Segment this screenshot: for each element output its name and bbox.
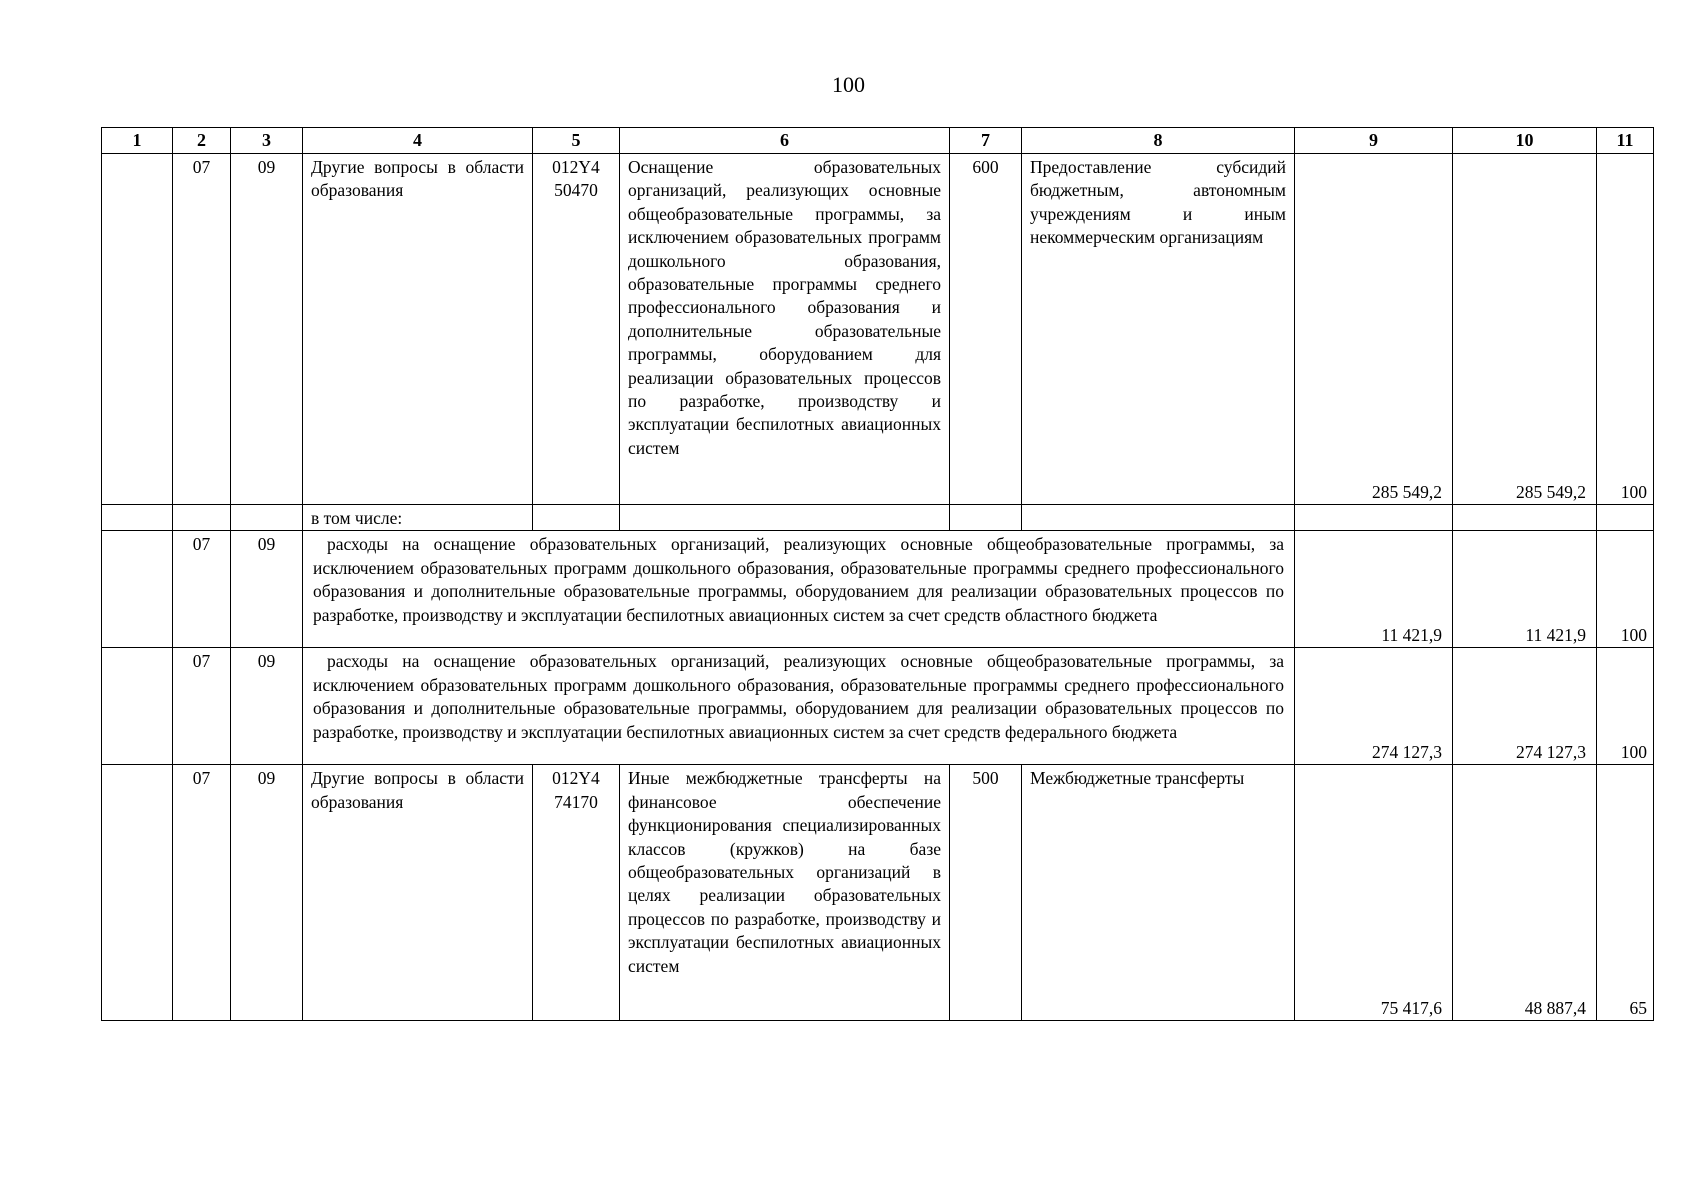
- cell-expense-name: Иные межбюджетные трансферты на финансовое обеспечение функционирования специализированных классов (кружков) на базе общеобразовательных организаций в целях реализации образовательных процессов по разработке, производству и эксплуатации беспилотных авиационных систем: [620, 765, 950, 1021]
- cell-section: 07: [173, 531, 231, 648]
- cell-plan-amount: [1295, 505, 1453, 531]
- cell-section-name: Другие вопросы в области образования: [303, 765, 533, 1021]
- cell-subsection: [231, 505, 303, 531]
- cell-subexpense-text: расходы на оснащение образовательных организаций, реализующих основные общеобразовательные программы, за исключением образовательных программ дошкольного образования, образовательные программы среднего профессионального образования и дополнительные образовательные программы, оборудованием для реализации образовательных процессов по разработке, производству и эксплуатации беспилотных авиационных систем за счет средств областного бюджета: [303, 531, 1295, 648]
- cell-actual-amount: 285 549,2: [1453, 154, 1597, 505]
- budget-table: [101, 127, 1654, 1021]
- cell-expense-type-name: Межбюджетные трансферты: [1022, 765, 1295, 1021]
- cell-actual-amount: 274 127,3: [1453, 648, 1597, 765]
- cell-actual-amount: 11 421,9: [1453, 531, 1597, 648]
- column-header: 5: [533, 128, 620, 154]
- column-header: 9: [1295, 128, 1453, 154]
- cell-plan-amount: 274 127,3: [1295, 648, 1453, 765]
- table-row: [102, 505, 1654, 531]
- cell-plan-amount: 11 421,9: [1295, 531, 1453, 648]
- cell-col1: [102, 505, 173, 531]
- column-header: 10: [1453, 128, 1597, 154]
- cell-percent: 100: [1597, 648, 1654, 765]
- column-header: 2: [173, 128, 231, 154]
- cell-actual-amount: 48 887,4: [1453, 765, 1597, 1021]
- cell-expense-name: Оснащение образовательных организаций, реализующих основные общеобразовательные программы, за исключением образовательных программ дошкольного образования, образовательные программы среднего профессионального образования и дополнительные образовательные программы, оборудованием для реализации образовательных процессов по разработке, производству и эксплуатации беспилотных авиационных систем: [620, 154, 950, 505]
- column-header: 4: [303, 128, 533, 154]
- cell-expense-name: [620, 505, 950, 531]
- cell-col1: [102, 765, 173, 1021]
- cell-subexpense-text: расходы на оснащение образовательных организаций, реализующих основные общеобразовательные программы, за исключением образовательных программ дошкольного образования, образовательные программы среднего профессионального образования и дополнительные образовательные программы, оборудованием для реализации образовательных процессов по разработке, производству и эксплуатации беспилотных авиационных систем за счет средств федерального бюджета: [303, 648, 1295, 765]
- page-number: 100: [832, 72, 865, 97]
- cell-subsection: 09: [231, 531, 303, 648]
- cell-expense-type-name: [1022, 505, 1295, 531]
- cell-section: 07: [173, 648, 231, 765]
- cell-col1: [102, 648, 173, 765]
- column-header: 1: [102, 128, 173, 154]
- cell-target-code: 012Y4 50470: [533, 154, 620, 505]
- cell-expense-type-code: 500: [950, 765, 1022, 1021]
- column-header: 11: [1597, 128, 1654, 154]
- cell-section: [173, 505, 231, 531]
- cell-including-label: в том числе:: [303, 505, 533, 531]
- cell-percent: 100: [1597, 531, 1654, 648]
- table-row: [102, 531, 1654, 648]
- cell-col1: [102, 531, 173, 648]
- cell-expense-type-code: [950, 505, 1022, 531]
- cell-col1: [102, 154, 173, 505]
- cell-target-code: [533, 505, 620, 531]
- cell-subsection: 09: [231, 154, 303, 505]
- cell-expense-type-name: Предоставление субсидий бюджетным, автономным учреждениям и иным некоммерческим организациям: [1022, 154, 1295, 505]
- table-header-row: [102, 128, 1654, 154]
- cell-expense-type-code: 600: [950, 154, 1022, 505]
- cell-actual-amount: [1453, 505, 1597, 531]
- cell-subsection: 09: [231, 648, 303, 765]
- cell-plan-amount: 75 417,6: [1295, 765, 1453, 1021]
- cell-section: 07: [173, 765, 231, 1021]
- cell-plan-amount: 285 549,2: [1295, 154, 1453, 505]
- cell-section-name: Другие вопросы в области образования: [303, 154, 533, 505]
- cell-section: 07: [173, 154, 231, 505]
- column-header: 6: [620, 128, 950, 154]
- cell-percent: 100: [1597, 154, 1654, 505]
- table-row: [102, 765, 1654, 1021]
- column-header: 3: [231, 128, 303, 154]
- cell-percent: 65: [1597, 765, 1654, 1021]
- column-header: 7: [950, 128, 1022, 154]
- table-row: [102, 154, 1654, 505]
- cell-target-code: 012Y4 74170: [533, 765, 620, 1021]
- cell-subsection: 09: [231, 765, 303, 1021]
- table-row: [102, 648, 1654, 765]
- cell-percent: [1597, 505, 1654, 531]
- column-header: 8: [1022, 128, 1295, 154]
